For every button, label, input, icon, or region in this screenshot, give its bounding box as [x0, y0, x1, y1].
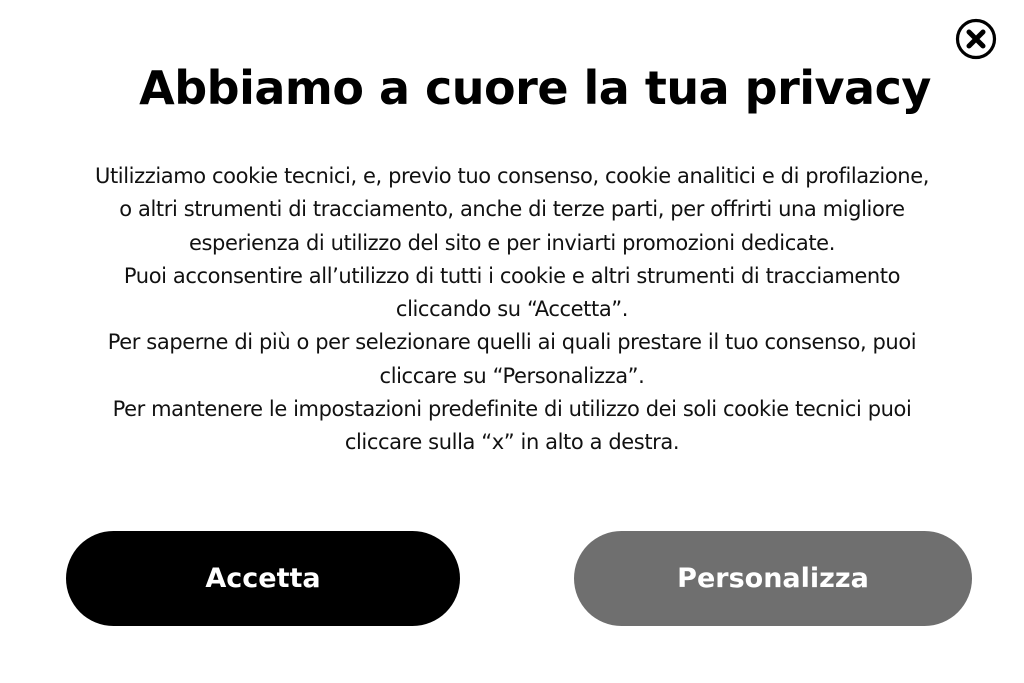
accept-button[interactable]: Accetta [66, 531, 460, 626]
consent-text-line: Utilizziamo cookie tecnici, e, previo tuo consenso, cookie analitici e di profilazione, [94, 164, 929, 188]
consent-text-line: Per mantenere le impostazioni predefinite di utilizzo dei soli cookie tecnici puoi [112, 397, 912, 422]
consent-text-line: cliccando su “Accetta”. [395, 297, 629, 322]
consent-text-line: Per saperne di più o per selezionare quelli ai quali prestare il tuo consenso, puoi [107, 330, 917, 355]
customize-button[interactable]: Personalizza [574, 531, 972, 626]
close-circle-icon [955, 18, 997, 60]
consent-text-line: cliccare su “Personalizza”. [379, 363, 645, 388]
consent-text-line: o altri strumenti di tracciamento, anche di terze parti, per offrirti una migliore [119, 197, 905, 222]
dialog-title: Abbiamo a cuore la tua privacy [139, 61, 931, 115]
close-button[interactable] [955, 18, 997, 60]
consent-description [40, 160, 984, 460]
consent-text-line: cliccare sulla “x” in alto a destra. [344, 430, 680, 455]
consent-text-line: Puoi acconsentire all’utilizzo di tutti i cookie e altri strumenti di tracciamento [123, 263, 901, 288]
consent-text-line: esperienza di utilizzo del sito e per inviarti promozioni dedicate. [189, 230, 835, 255]
